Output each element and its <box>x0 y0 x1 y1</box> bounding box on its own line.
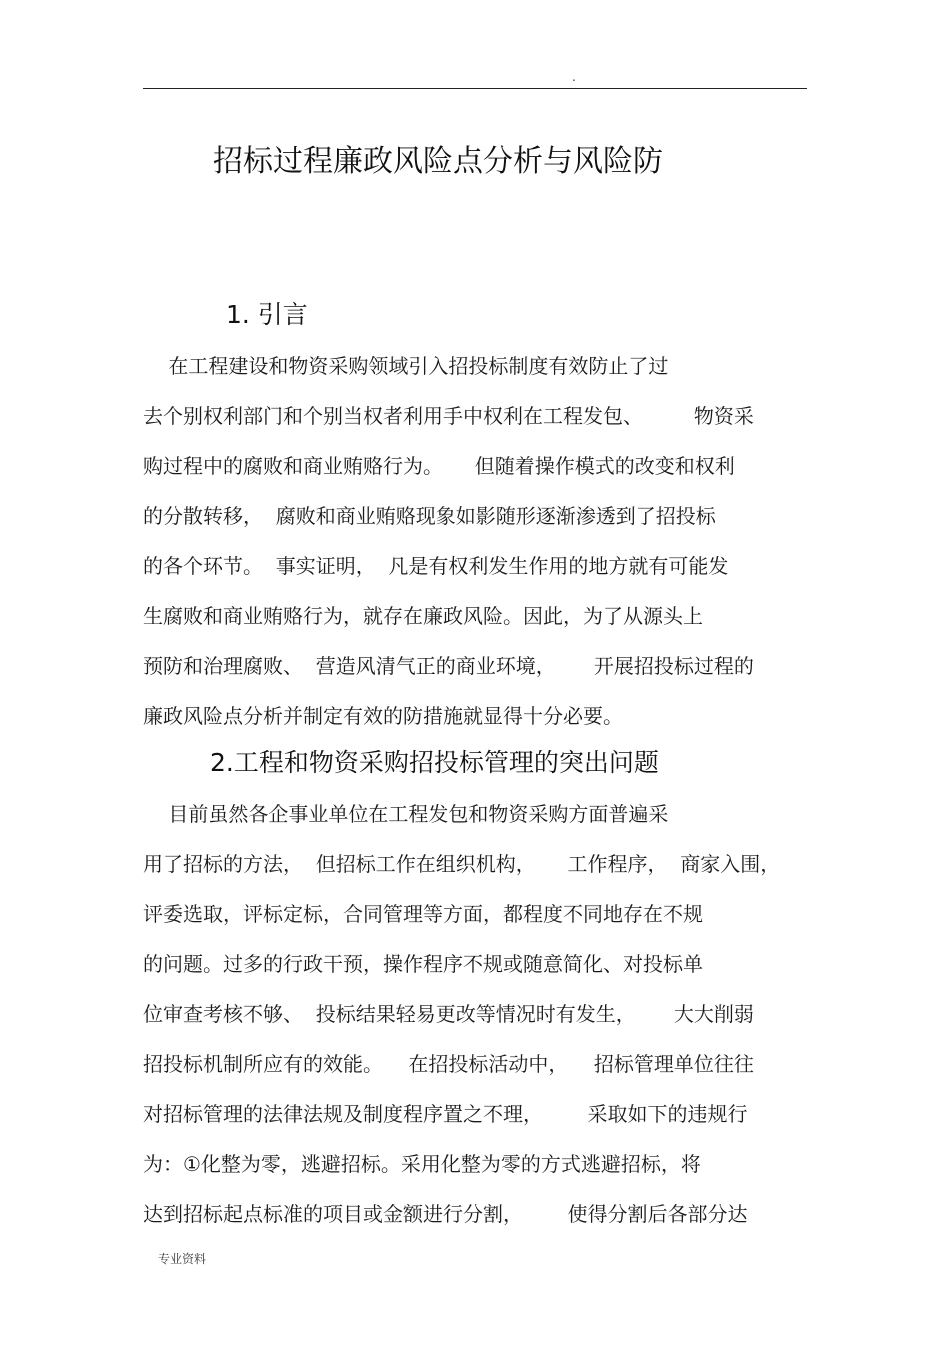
text-line: 的问题。过多的行政干预，操作程序不规或随意简化、对投标单 <box>143 952 703 976</box>
text-line: 为：①化整为零，逃避招标。采用化整为零的方式逃避招标，将 <box>143 1152 701 1176</box>
text-line: 预防和治理腐败、 营造风清气正的商业环境， 开展招投标过程的 <box>143 654 754 678</box>
text-line: 购过程中的腐败和商业贿赂行为。 但随着操作模式的改变和权利 <box>143 454 735 478</box>
paragraph-problems <box>143 789 807 1239</box>
text-line: 对招标管理的法律法规及制度程序置之不理， 采取如下的违规行 <box>143 1102 748 1126</box>
section-heading-introduction: 1. 引言 <box>226 300 308 329</box>
text-line: 在工程建设和物资采购领域引入招投标制度有效防止了过 <box>143 354 669 378</box>
text-line: 的各个环节。 事实证明， 凡是有权利发生作用的地方就有可能发 <box>143 554 729 578</box>
text-line: 廉政风险点分析并制定有效的防措施就显得十分必要。 <box>143 704 623 728</box>
paragraph-introduction <box>143 341 807 741</box>
text-line: 招投标机制所应有的效能。 在招投标活动中， 招标管理单位往往 <box>143 1052 754 1076</box>
section-heading-problems: 2.工程和物资采购招投标管理的突出问题 <box>210 748 659 777</box>
text-line: 的分散转移， 腐败和商业贿赂现象如影随形逐渐渗透到了招投标 <box>143 504 716 528</box>
header-dot: . <box>572 70 576 84</box>
page-title: 招标过程廉政风险点分析与风险防 <box>213 144 663 179</box>
text-line: 位审查考核不够、 投标结果轻易更改等情况时有发生， 大大削弱 <box>143 1002 754 1026</box>
header-rule <box>143 88 807 89</box>
text-line: 评委选取，评标定标，合同管理等方面，都程度不同地存在不规 <box>143 902 703 926</box>
text-line: 用了招标的方法， 但招标工作在组织机构， 工作程序， 商家入围， <box>143 852 781 876</box>
text-line: 生腐败和商业贿赂行为，就存在廉政风险。因此，为了从源头上 <box>143 604 703 628</box>
text-line: 目前虽然各企事业单位在工程发包和物资采购方面普遍采 <box>143 802 669 826</box>
footer-label: 专业资料 <box>158 1252 207 1266</box>
text-line: 去个别权利部门和个别当权者利用手中权利在工程发包、 物资采 <box>143 404 754 428</box>
text-line: 达到招标起点标准的项目或金额进行分割， 使得分割后各部分达 <box>143 1202 748 1226</box>
